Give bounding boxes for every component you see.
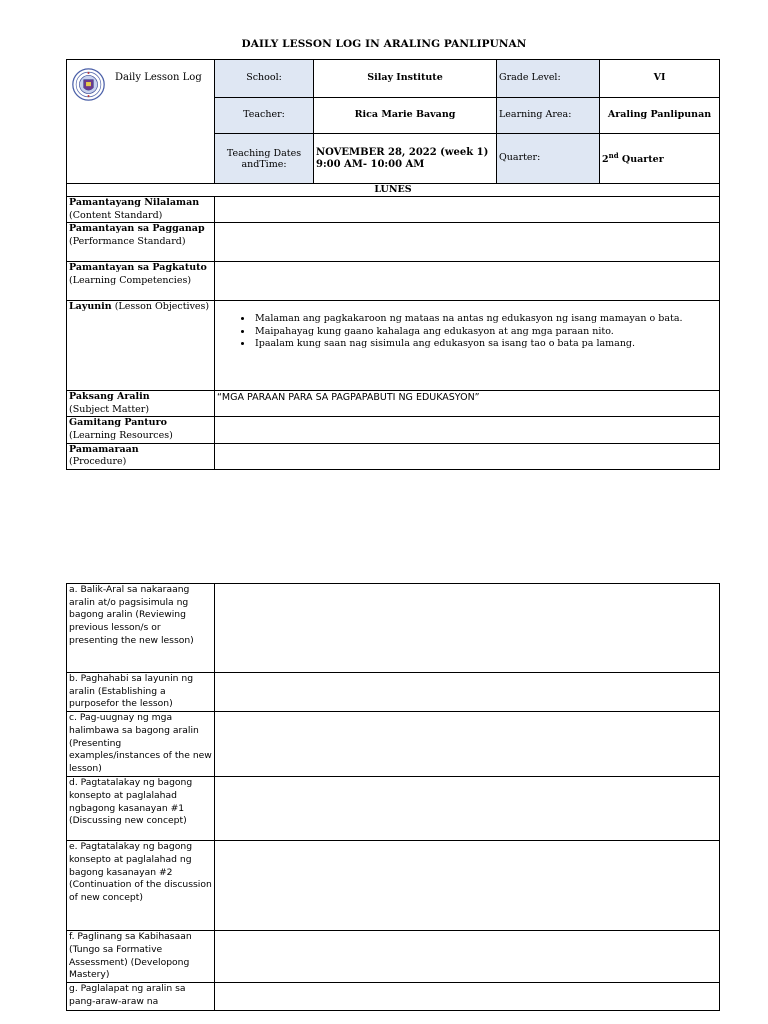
competencies-label: [67, 262, 215, 301]
procedure-bold: Pamamaraan: [69, 443, 139, 455]
procedure-label: [67, 443, 215, 469]
procedure-sub: (Procedure): [69, 456, 127, 468]
content-standard-sub: (Content Standard): [69, 209, 163, 221]
objectives-cell[interactable]: [215, 301, 720, 391]
objective-item: • Malaman ang pagkakaroon ng mataas na antas ng edukasyon ng isang mamayan o bata.: [253, 313, 717, 325]
content-standard-label: [67, 197, 215, 223]
document-title: DAILY LESSON LOG IN ARALING PANLIPUNAN: [241, 38, 527, 50]
lesson-table: [66, 183, 720, 470]
content-standard-cell[interactable]: [215, 197, 720, 223]
header-table: [66, 59, 720, 184]
learning-area-label: Learning Area:: [497, 98, 600, 134]
teacher-label: Teacher:: [215, 98, 314, 134]
performance-standard-sub: (Performance Standard): [69, 235, 186, 247]
subject-matter-sub: (Subject Matter): [69, 403, 150, 415]
quarter-word: Quarter: [618, 154, 664, 166]
procedure-table: [66, 583, 720, 1011]
grade-level-label: Grade Level:: [497, 60, 600, 98]
procedure-step-label: a. Balik-Aral sa nakaraang aralin at/o pagsisimula ng bagong aralin (Reviewing previous lesson/s or presenting the new lesson): [67, 584, 215, 673]
grade-level-value: VI: [600, 60, 720, 98]
quarter-number: 2: [602, 154, 609, 166]
competencies-bold: Pamantayan sa Pagkatuto: [69, 262, 207, 274]
procedure-step-label: b. Paghahabi sa layunin ng aralin (Establishing a purposefor the lesson): [67, 673, 215, 712]
daily-lesson-log-label: Daily Lesson Log: [115, 72, 202, 83]
objectives-sub: (Lesson Objectives): [111, 301, 210, 313]
procedure-step-label: c. Pag-uugnay ng mga halimbawa sa bagong aralin (Presenting examples/instances of the new lesson): [67, 712, 215, 777]
procedure-step-label: f. Paglinang sa Kabihasaan (Tungo sa Formative Assessment) (Developong Mastery): [67, 931, 215, 983]
learning-area-value: Araling Panlipunan: [600, 98, 720, 134]
logo-cell: [67, 60, 215, 184]
objectives-list: [217, 313, 717, 350]
learning-resources-label: [67, 417, 215, 443]
performance-standard-bold: Pamantayan sa Pagganap: [69, 223, 205, 235]
subject-matter-bold: Paksang Aralin: [69, 391, 150, 403]
teacher-value: Rica Marie Bavang: [314, 98, 497, 134]
objective-item: • Maipahayag kung gaano kahalaga ang edukasyon at ang mga paraan nito.: [253, 326, 717, 338]
performance-standard-cell[interactable]: [215, 223, 720, 262]
teaching-dates-value: [314, 134, 497, 184]
teaching-dates-line1: NOVEMBER 28, 2022 (week 1): [316, 146, 489, 158]
procedure-step-cell[interactable]: [215, 931, 720, 983]
content-standard-bold: Pamantayang Nilalaman: [69, 197, 200, 208]
learning-resources-sub: (Learning Resources): [69, 429, 173, 441]
day-heading: LUNES: [67, 184, 720, 197]
quarter-label: Quarter:: [497, 134, 600, 184]
procedure-step-cell[interactable]: [215, 584, 720, 673]
procedure-step-cell[interactable]: [215, 777, 720, 841]
objectives-label: [67, 301, 215, 391]
deped-seal-icon: [72, 68, 105, 101]
procedure-step-label: e. Pagtatalakay ng bagong konsepto at paglalahad ng bagong kasanayan #2 (Continuation of the discussion of new concept): [67, 841, 215, 931]
procedure-step-cell[interactable]: [215, 673, 720, 712]
quarter-value: [600, 134, 720, 184]
performance-standard-label: [67, 223, 215, 262]
objectives-bold: Layunin: [69, 301, 112, 313]
competencies-cell[interactable]: [215, 262, 720, 301]
teaching-dates-line2: 9:00 AM- 10:00 AM: [316, 158, 425, 170]
school-label: School:: [215, 60, 314, 98]
teaching-dates-label: Teaching Dates andTime:: [215, 134, 314, 184]
school-value: Silay Institute: [314, 60, 497, 98]
learning-resources-cell[interactable]: [215, 417, 720, 443]
objective-item: • Ipaalam kung saan nag sisimula ang edukasyon sa isang tao o bata pa lamang.: [253, 338, 717, 350]
procedure-cell[interactable]: [215, 443, 720, 469]
subject-matter-value[interactable]: “MGA PARAAN PARA SA PAGPAPABUTI NG EDUKASYON”: [215, 391, 720, 417]
procedure-step-label: d. Pagtatalakay ng bagong konsepto at paglalahad ngbagong kasanayan #1 (Discussing new concept): [67, 777, 215, 841]
learning-resources-bold: Gamitang Panturo: [69, 417, 167, 429]
competencies-sub: (Learning Competencies): [69, 274, 192, 286]
quarter-suffix: nd: [608, 151, 619, 161]
procedure-step-cell[interactable]: [215, 983, 720, 1011]
procedure-step-cell[interactable]: [215, 841, 720, 931]
procedure-step-label: g. Paglalapat ng aralin sa pang-araw-araw na: [67, 983, 215, 1011]
subject-matter-label: [67, 391, 215, 417]
procedure-step-cell[interactable]: [215, 712, 720, 777]
